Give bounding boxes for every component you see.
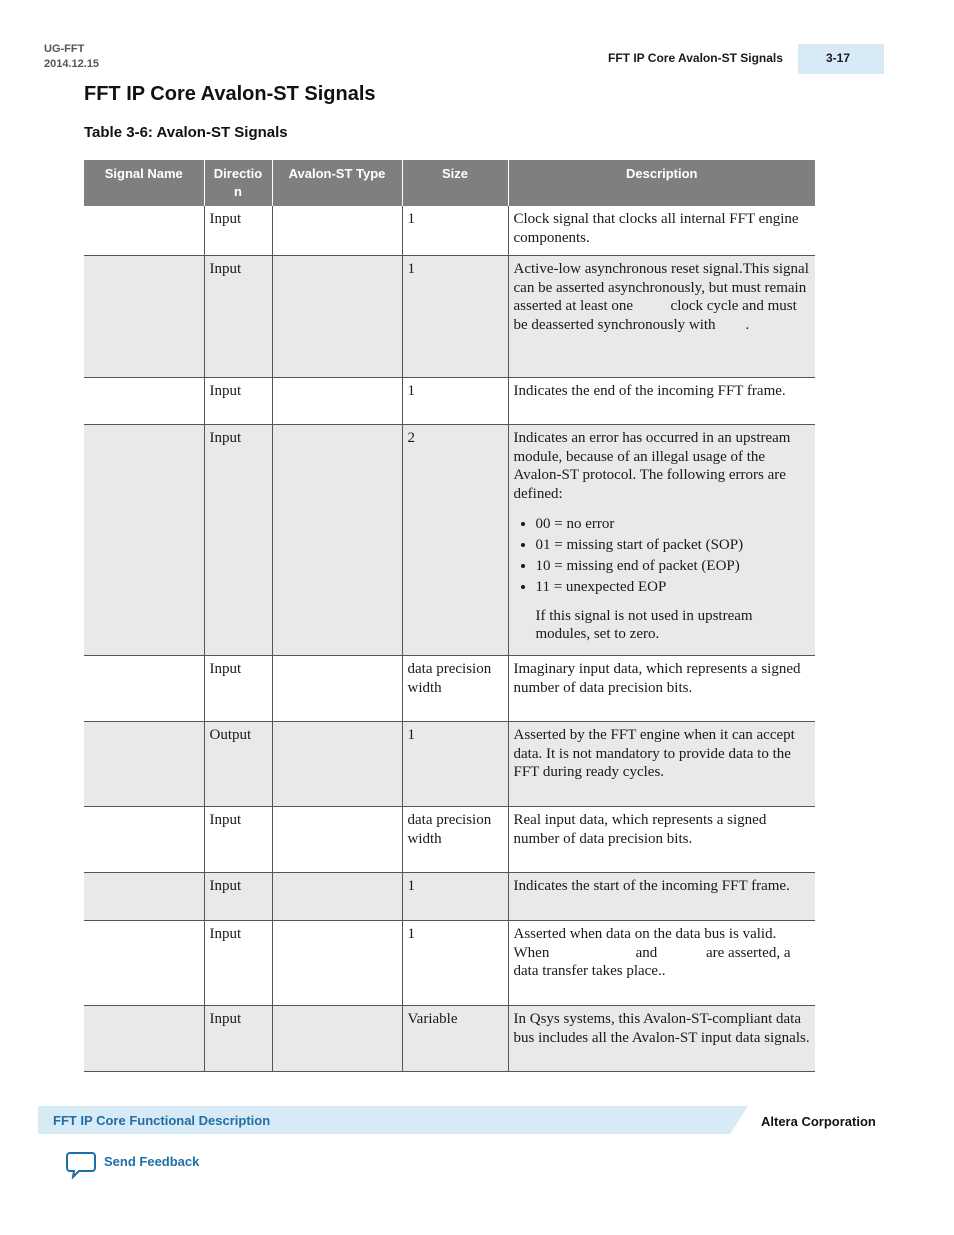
cell-size: 1 [402,873,508,921]
cell-direction: Input [204,656,272,722]
table-row [84,807,815,873]
table-header-row [84,160,815,206]
document-id [44,42,99,72]
table-row [84,256,815,378]
cell-description: Asserted by the FFT engine when it can accept data. It is not mandatory to provide data to the FFT during ready cycles. [508,722,815,807]
cell-type [272,656,402,722]
cell-description: Active-low asynchronous reset signal.This signal can be asserted asynchronously, but must remain asserted at least one clock cycle and must be deasserted synchronously with . [508,256,815,378]
cell-size: 1 [402,256,508,378]
cell-description: In Qsys systems, this Avalon-ST-compliant data bus includes all the Avalon-ST input data signals. [508,1006,815,1072]
table-row [84,206,815,256]
cell-description: Indicates the start of the incoming FFT frame. [508,873,815,921]
cell-signal-name [84,206,204,256]
cell-size: data precision width [402,656,508,722]
feedback-icon[interactable] [66,1151,96,1179]
cell-type [272,873,402,921]
cell-direction: Input [204,425,272,656]
list-item: • 10 = missing end of packet (EOP) [536,557,811,576]
cell-description: Asserted when data on the data bus is valid. When and are asserted, a data transfer takes place.. [508,921,815,1006]
list-item: • 00 = no error [536,515,811,534]
send-feedback-link[interactable]: Send Feedback [104,1154,200,1169]
cell-type [272,256,402,378]
running-header-title: FFT IP Core Avalon-ST Signals [608,51,783,65]
cell-direction: Input [204,873,272,921]
cell-signal-name [84,656,204,722]
table-row [84,722,815,807]
cell-size: Variable [402,1006,508,1072]
cell-signal-name [84,256,204,378]
description-note: If this signal is not used in upstream modules, set to zero. [535,607,753,642]
cell-direction: Input [204,921,272,1006]
cell-type [272,425,402,656]
table-row [84,873,815,921]
cell-signal-name [84,921,204,1006]
cell-direction: Input [204,256,272,378]
cell-description: Imaginary input data, which represents a signed number of data precision bits. [508,656,815,722]
table-row [84,378,815,425]
doc-code: UG-FFT [44,43,85,55]
cell-description: Real input data, which represents a signed number of data precision bits. [508,807,815,873]
cell-description: Indicates the end of the incoming FFT frame. [508,378,815,425]
cell-type [272,807,402,873]
cell-direction: Input [204,807,272,873]
cell-type [272,206,402,256]
col-header-signal-name: Signal Name [84,160,204,206]
cell-signal-name [84,873,204,921]
cell-size: 1 [402,722,508,807]
table-row [84,656,815,722]
col-header-size: Size [402,160,508,206]
section-title: FFT IP Core Avalon-ST Signals [84,83,376,105]
error-code-list [514,515,811,597]
footer-company: Altera Corporation [761,1114,876,1129]
table-row [84,1006,815,1072]
cell-direction: Input [204,1006,272,1072]
cell-signal-name [84,807,204,873]
page-number: 3-17 [798,44,884,74]
table-row [84,921,815,1006]
cell-type [272,1006,402,1072]
cell-size: 2 [402,425,508,656]
cell-direction: Input [204,378,272,425]
description-text: Indicates an error has occurred in an upstream module, because of an illegal usage of the Avalon-ST protocol. The following errors are defined: [513,430,791,502]
cell-direction: Input [204,206,272,256]
cell-description: Clock signal that clocks all internal FFT engine components. [508,206,815,256]
signals-table [84,160,815,1072]
cell-signal-name [84,378,204,425]
cell-description [508,425,815,656]
list-item: • 01 = missing start of packet (SOP) [536,536,811,555]
col-header-type: Avalon-ST Type [272,160,402,206]
cell-direction: Output [204,722,272,807]
cell-type [272,378,402,425]
cell-signal-name [84,1006,204,1072]
cell-size: 1 [402,206,508,256]
footer-chapter-link[interactable]: FFT IP Core Functional Description [53,1113,271,1128]
col-header-direction: Directio n [204,160,272,206]
cell-type [272,921,402,1006]
doc-date: 2014.12.15 [44,58,100,70]
list-item: • 11 = unexpected EOP [536,578,811,597]
table-caption: Table 3-6: Avalon-ST Signals [84,124,288,141]
cell-type [272,722,402,807]
col-header-description: Description [508,160,815,206]
cell-signal-name [84,722,204,807]
cell-size: 1 [402,921,508,1006]
cell-size: data precision width [402,807,508,873]
cell-signal-name [84,425,204,656]
table-row [84,425,815,656]
cell-size: 1 [402,378,508,425]
